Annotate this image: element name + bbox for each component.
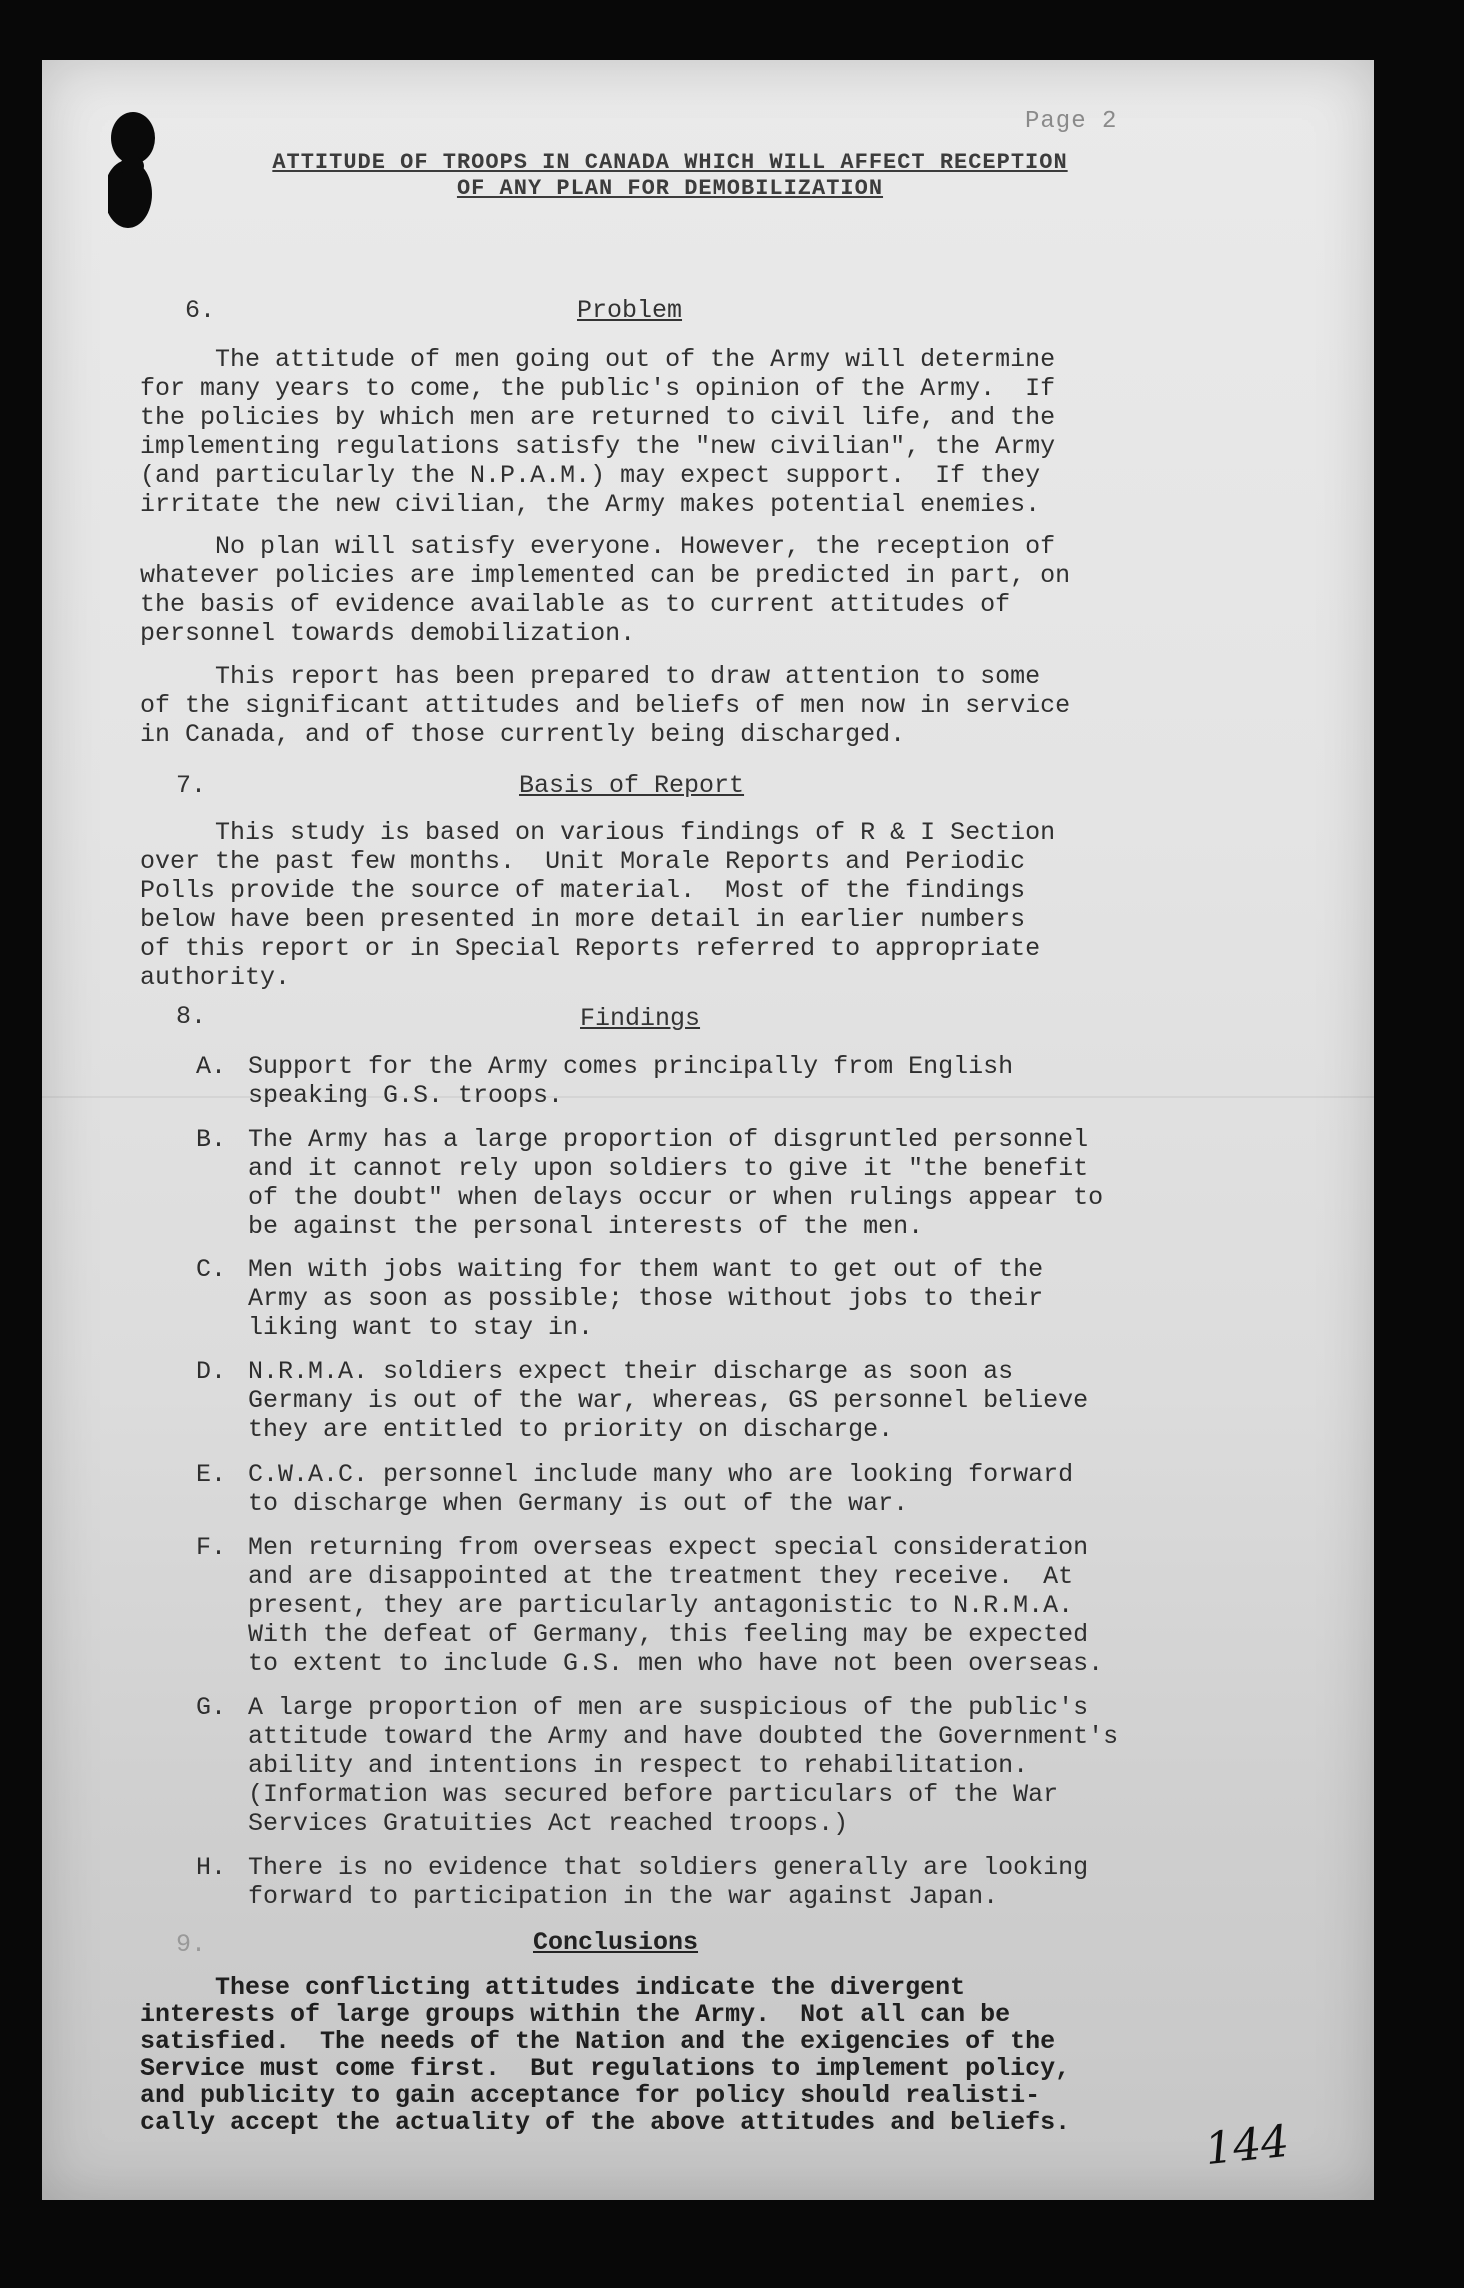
conclusions-heading: Conclusions [533,1928,699,1957]
section-7-number: 7. [176,771,207,800]
handwritten-page-number: 144 [1202,2115,1292,2176]
finding-text: The Army has a large proportion of disgruntled personnel and it cannot rely upon soldiers to give it "the benefit of the doubt" when delays occur or when rulings appear to be against the personal interests of the men. [248,1125,1104,1241]
ink-blot-mark [108,106,158,236]
finding-text: Men returning from overseas expect special consideration and are disappointed at the treatment they receive. At present, they are particularly antagonistic to N.R.M.A. With the defeat of Germany, this feeling may be expected to extent to include G.S. men who have not been overseas. [248,1533,1104,1678]
section-8-heading: Findings [580,1004,701,1033]
section-6-paragraph-3: This report has been prepared to draw attention to some of the significant attitudes and beliefs of men now in service in Canada, and of those currently being discharged. [140,662,1071,749]
page-label: Page 2 [1025,108,1118,135]
document-title [160,150,1180,202]
section-6-paragraph-2: No plan will satisfy everyone. However, the reception of whatever policies are implemented can be predicted in part, on the basis of evidence available as to current attitudes of personnel towards demobilization. [140,532,1071,648]
finding-text: C.W.A.C. personnel include many who are looking forward to discharge when Germany is out of the war. [248,1460,1074,1518]
section-6-paragraph-1: The attitude of men going out of the Army will determine for many years to come, the public's opinion of the Army. If the policies by which men are returned to civil life, and the implementing regulations satisfy the "new civilian", the Army (and particularly the N.P.A.M.) may expect support. If they irritate the new civilian, the Army makes potential enemies. [140,345,1056,519]
title-line-2: OF ANY PLAN FOR DEMOBILIZATION [456,176,884,201]
finding-label: D. [196,1357,227,1386]
finding-label: C. [196,1255,227,1284]
section-7-paragraph: This study is based on various findings of R & I Section over the past few months. Unit Morale Reports and Periodic Polls provide the source of material. Most of the findings below have been presented in more detail in earlier numbers of this report or in Special Reports referred to appropriate authority. [140,818,1056,992]
finding-text: N.R.M.A. soldiers expect their discharge as soon as Germany is out of the war, whereas, GS personnel believe they are entitled to priority on discharge. [248,1357,1089,1444]
finding-text: Men with jobs waiting for them want to get out of the Army as soon as possible; those without jobs to their liking want to stay in. [248,1255,1044,1342]
finding-label: H. [196,1853,227,1882]
section-6-number: 6. [185,296,216,325]
finding-label: E. [196,1460,227,1489]
finding-label: F. [196,1533,227,1562]
section-9-number: 9. [176,1930,207,1959]
section-8-number: 8. [176,1002,207,1031]
finding-label: B. [196,1125,227,1154]
section-6-heading: Problem [577,296,683,325]
finding-label: A. [196,1052,227,1081]
finding-text: Support for the Army comes principally from English speaking G.S. troops. [248,1052,1014,1110]
finding-label: G. [196,1693,227,1722]
section-7-heading: Basis of Report [519,771,745,800]
conclusions-paragraph: These conflicting attitudes indicate the divergent interests of large groups within the Army. Not all can be satisfied. The needs of the Nation and the exigencies of the Service must come first. But regulations to implement policy, and publicity to gain acceptance for policy should realisti- cally accept the actuality of the above attitudes and beliefs. [140,1973,1071,2137]
finding-text: There is no evidence that soldiers generally are looking forward to participation in the war against Japan. [248,1853,1089,1911]
title-line-1: ATTITUDE OF TROOPS IN CANADA WHICH WILL AFFECT RECEPTION [272,150,1068,175]
finding-text: A large proportion of men are suspicious of the public's attitude toward the Army and have doubted the Government's ability and intentions in respect to rehabilitation. (Information was secured before particulars of the War Services Gratuities Act reached troops.) [248,1693,1119,1838]
